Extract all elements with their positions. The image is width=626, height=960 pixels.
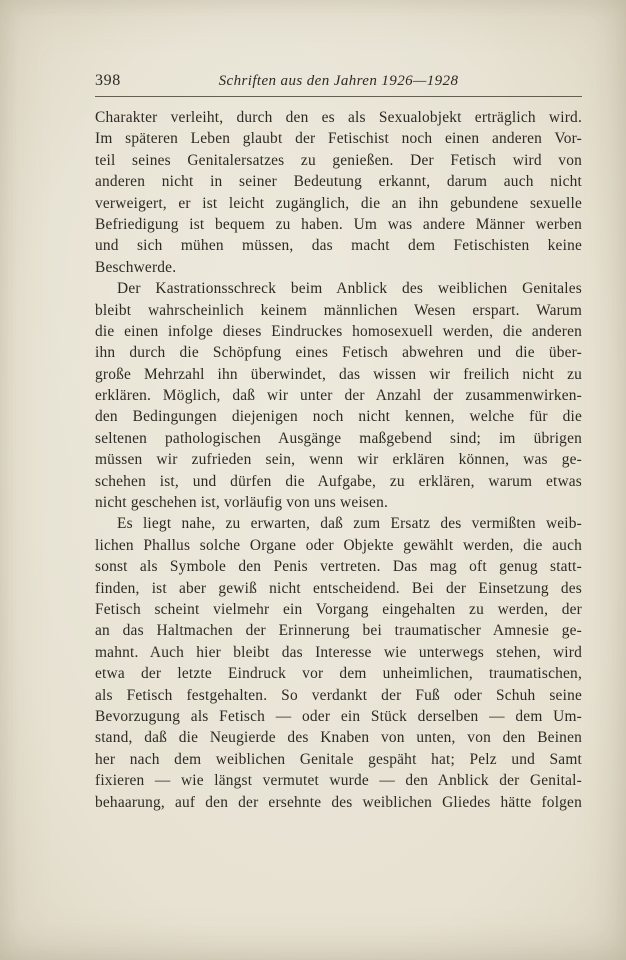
text-line: Charakter verleiht, durch den es als Sexualobjekt erträglich wird. <box>95 109 582 126</box>
text-line: die einen infolge dieses Eindruckes homosexuell werden, die anderen <box>95 322 582 340</box>
text-line: Beschwerde. <box>95 258 177 276</box>
text-line: her nach dem weiblichen Genitale gespäht hat; Pelz und Samt <box>95 750 582 768</box>
text-line: schehen ist, und dürfen die Aufgabe, zu erklären, warum etwas <box>95 472 582 490</box>
text-line: als Fetisch festgehalten. So verdankt der Fuß oder Schuh seine <box>95 686 582 704</box>
text-line: Bevorzugung als Fetisch — oder ein Stück derselben — dem Um- <box>95 707 582 725</box>
text-line: Im späteren Leben glaubt der Fetischist noch einen anderen Vor- <box>95 130 582 148</box>
text-line: Fetisch scheint vielmehr ein Vorgang eingehalten zu werden, der <box>95 600 582 618</box>
paragraph <box>95 107 582 278</box>
body-text <box>95 107 582 813</box>
text-line: an das Haltmachen der Erinnerung bei traumatischer Amnesie ge- <box>95 622 582 640</box>
text-line: teil seines Genitalersatzes zu genießen. Der Fetisch wird von <box>95 151 582 169</box>
text-line: fixieren — wie längst vermutet wurde — den Anblick der Genital- <box>95 772 582 790</box>
text-line: seltenen pathologischen Ausgänge maßgebend sind; im übrigen <box>95 429 582 447</box>
text-line: und sich mühen müssen, das macht dem Fetischisten keine <box>95 237 582 255</box>
text-line: lichen Phallus solche Organe oder Objekte gewählt werden, die auch <box>95 536 582 554</box>
text-line: verweigert, er ist leicht zugänglich, die an ihn gebundene sexuelle <box>95 194 582 212</box>
text-line: Es liegt nahe, zu erwarten, daß zum Ersatz des vermißten weib- <box>117 515 582 533</box>
text-line: stand, daß die Neugierde des Knaben von unten, von den Beinen <box>95 729 582 747</box>
page-number: 398 <box>95 72 121 89</box>
running-title: Schriften aus den Jahren 1926—1928 <box>218 73 459 89</box>
text-line: müssen wir zufrieden sein, wenn wir erklären können, was ge- <box>95 451 582 469</box>
text-line: etwa der letzte Eindruck vor dem unheimlichen, traumatischen, <box>95 665 582 683</box>
text-line: Befriedigung ist bequem zu haben. Um was andere Männer werben <box>95 215 582 233</box>
text-line: bleibt wahrscheinlich keinem männlichen Wesen erspart. Warum <box>95 301 582 319</box>
text-line: den Bedingungen diejenigen noch nicht kennen, welche für die <box>95 408 582 426</box>
text-line: Der Kastrationsschreck beim Anblick des weiblichen Genitales <box>117 280 582 298</box>
text-line: ihn durch die Schöpfung eines Fetisch abwehren und die über- <box>95 344 582 362</box>
text-line: sonst als Symbole den Penis vertreten. Das mag oft genug statt- <box>95 558 582 576</box>
header-rule <box>95 96 582 97</box>
text-line: anderen nicht in seiner Bedeutung erkannt, darum auch nicht <box>95 173 582 191</box>
paragraph <box>95 513 582 812</box>
text-line: behaarung, auf den der ersehnte des weiblichen Gliedes hätte folgen <box>95 793 582 811</box>
text-line: nicht geschehen ist, vorläufig von uns weisen. <box>95 494 389 512</box>
text-line: erklären. Möglich, daß wir unter der Anzahl der zusammenwirken- <box>95 387 582 405</box>
text-line: finden, ist aber gewiß nicht entscheidend. Bei der Einsetzung des <box>95 579 582 597</box>
text-line: mahnt. Auch hier bleibt das Interesse wie unterwegs stehen, wird <box>95 643 582 661</box>
page-header <box>95 71 582 93</box>
text-line: große Mehrzahl ihn überwindet, das wissen wir freilich nicht zu <box>95 365 582 383</box>
paragraph <box>95 278 582 513</box>
